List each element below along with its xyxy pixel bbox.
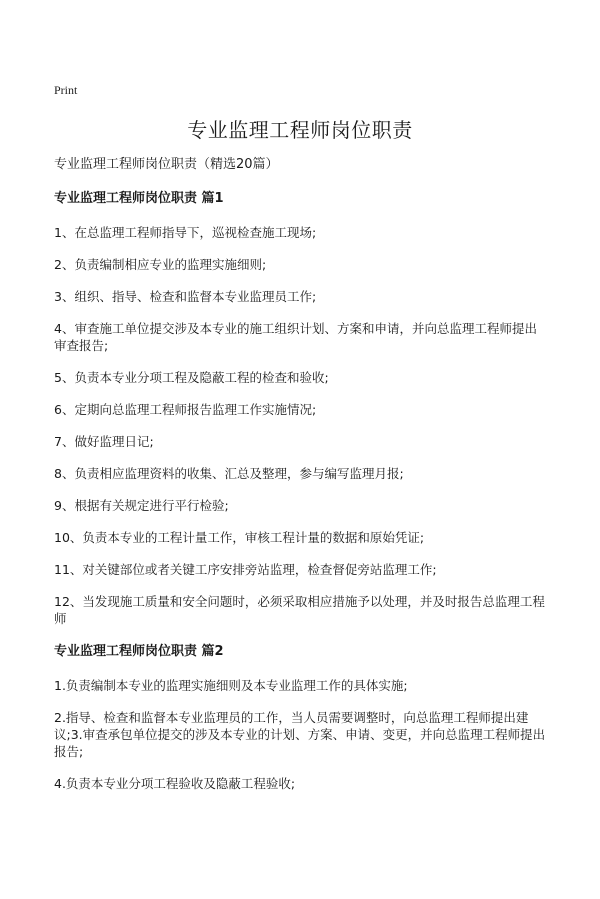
duty-list-1 bbox=[54, 224, 546, 627]
list-item: 5、负责本专业分项工程及隐蔽工程的检查和验收; bbox=[54, 370, 329, 385]
list-item: 4.负责本专业分项工程验收及隐蔽工程验收; bbox=[54, 776, 296, 791]
list-item: 7、做好监理日记; bbox=[54, 434, 154, 449]
section-heading-1: 专业监理工程师岗位职责 篇1 bbox=[54, 191, 224, 206]
list-item: 12、当发现施工质量和安全问题时，必须采取相应措施予以处理，并及时报告总监理工程师 bbox=[54, 594, 545, 626]
list-item: 4、审查施工单位提交涉及本专业的施工组织计划、方案和申请，并向总监理工程师提出审查报告; bbox=[54, 321, 537, 353]
list-item: 10、负责本专业的工程计量工作，审核工程计量的数据和原始凭证; bbox=[54, 530, 425, 545]
list-item: 2.指导、检查和监督本专业监理员的工作，当人员需要调整时，向总监理工程师提出建议;3.审查承包单位提交的涉及本专业的计划、方案、申请、变更，并向总监理工程师提出报告; bbox=[54, 710, 546, 759]
page-title: 专业监理工程师岗位职责 bbox=[187, 118, 413, 142]
list-item: 8、负责相应监理资料的收集、汇总及整理，参与编写监理月报; bbox=[54, 466, 404, 481]
list-item: 2、负责编制相应专业的监理实施细则; bbox=[54, 257, 267, 272]
list-item: 1.负责编制本专业的监理实施细则及本专业监理工作的具体实施; bbox=[54, 678, 408, 693]
print-label: Print bbox=[54, 83, 78, 97]
list-item: 11、对关键部位或者关键工序安排旁站监理，检查督促旁站监理工作; bbox=[54, 562, 437, 577]
list-item: 3、组织、指导、检查和监督本专业监理员工作; bbox=[54, 289, 317, 304]
list-item: 6、定期向总监理工程师报告监理工作实施情况; bbox=[54, 402, 317, 417]
section-heading-2: 专业监理工程师岗位职责 篇2 bbox=[54, 644, 224, 659]
list-item: 9、根据有关规定进行平行检验; bbox=[54, 498, 229, 513]
duty-list-2 bbox=[54, 677, 546, 792]
document-subtitle: 专业监理工程师岗位职责（精选20篇） bbox=[54, 157, 279, 172]
list-item: 1、在总监理工程师指导下，巡视检查施工现场; bbox=[54, 225, 317, 240]
